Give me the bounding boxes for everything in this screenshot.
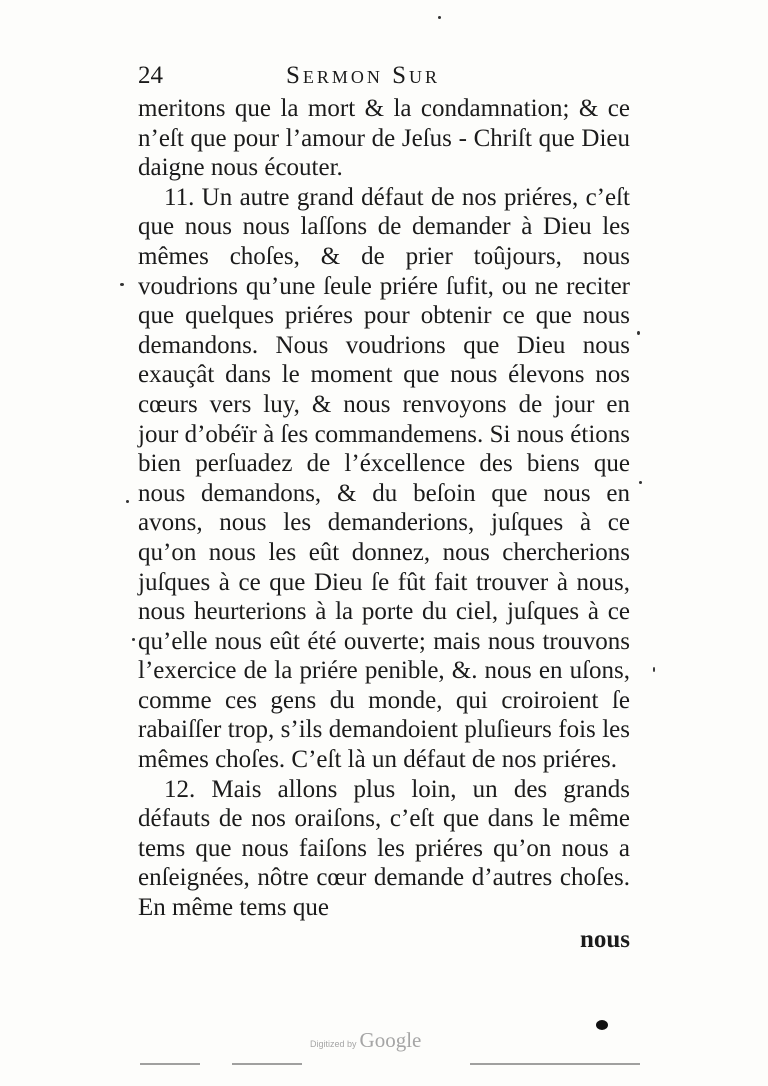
book-page (138, 58, 630, 954)
paragraph-12: 12. Mais allons plus loin, un des grands défauts de nos oraiſons, c’eſt que dans le même tems que nous faiſons les priéres qu’on nous a enſeignées, nôtre cœur demande d’autres choſes. En même tems que (138, 775, 630, 922)
page-edge-shadow-left (140, 1063, 200, 1065)
paper-speck (120, 283, 124, 286)
paper-speck (653, 667, 655, 672)
paper-speck (639, 481, 642, 484)
catchword: nous (579, 925, 630, 953)
digitized-prefix: Digitized by (310, 1039, 357, 1049)
page-edge-shadow-right (470, 1063, 640, 1065)
running-head: Sermon Sur (286, 62, 441, 89)
paper-speck (132, 638, 135, 641)
paragraph-11: 11. Un autre grand défaut de nos priéres, c’eſt que nous nous laſſons de demander à Dieu les mêmes choſes, & de prier toûjours, nous voudrions qu’une ſeule priére ſufit, ou ne reciter que quelques priéres pour obtenir ce que nous demandons. Nous voudrions que Dieu nous exauçât dans le moment que nous élevons nos cœurs vers luy, & nous renvoyons de jour en jour d’obéïr à ſes commandemens. Si nous étions bien perſuadez de l’éxcellence des biens que nous demandons, & du beſoin que nous en avons, nous les demanderions, juſques à ce qu’on nous les eût donnez, nous chercherions juſques à ce que Dieu ſe fût fait trouver à nous, nous heurterions à la porte du ciel, juſques à ce qu’elle nous eût été ouverte; mais nous trouvons l’exercice de la priére penible, &. nous en uſons, comme ces gens du monde, qui croiroient ſe rabaiſſer trop, s’ils demandoient pluſieurs fois les mêmes choſes. C’eſt là un défaut de nos priéres. (138, 183, 630, 774)
digitized-watermark (310, 1028, 421, 1053)
page-number: 24 (138, 62, 163, 89)
page-header (138, 58, 630, 94)
paper-speck (126, 500, 129, 503)
ink-blot (596, 1020, 608, 1030)
paragraph-continuation: meritons que la mort & la condamnation; & ce n’eſt que pour l’amour de Jeſus - Chriſt que Dieu daigne nous écouter. (138, 95, 630, 182)
paper-speck (637, 331, 640, 335)
page-edge-shadow-mid (232, 1063, 302, 1065)
digitized-brand: Google (359, 1028, 422, 1052)
paper-speck (438, 16, 441, 19)
body-text (138, 94, 630, 923)
